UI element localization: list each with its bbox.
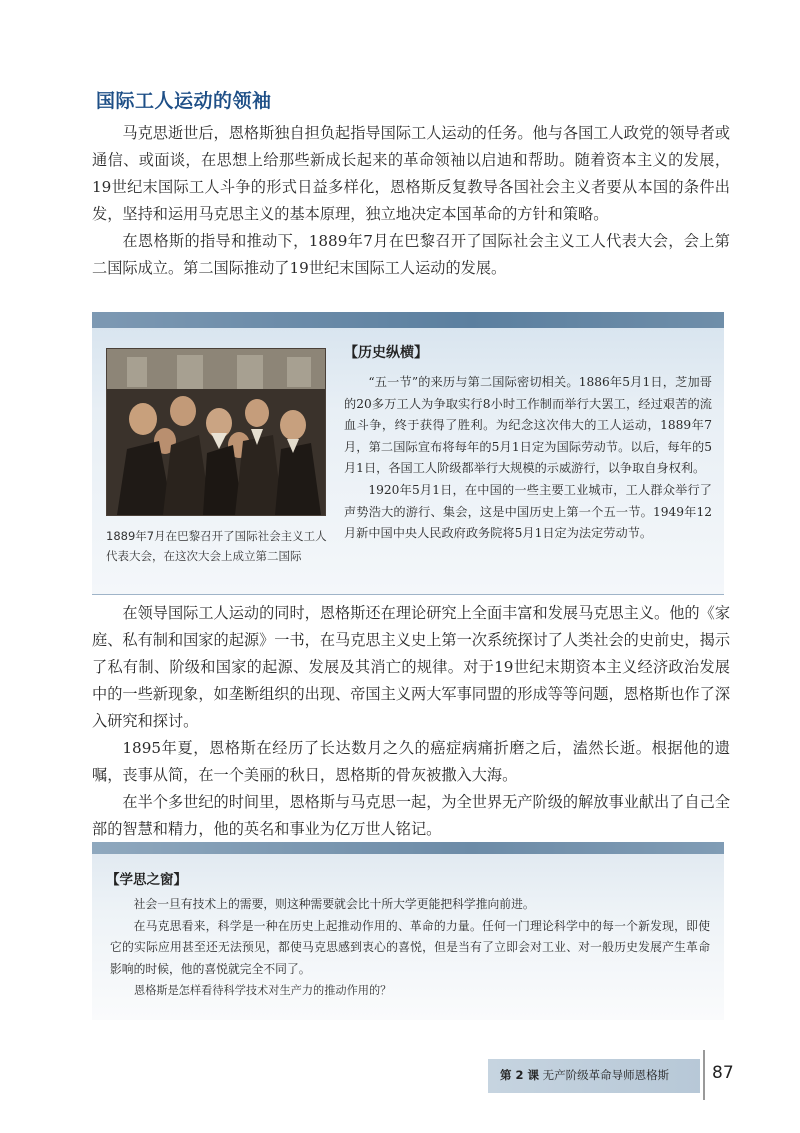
section-title: 国际工人运动的领袖: [96, 90, 272, 112]
paragraph: 在领导国际工人运动的同时，恩格斯还在理论研究上全面丰富和发展马克思主义。他的《家庭、私有制和国家的起源》一书，在马克思主义史上第一次系统探讨了人类社会的史前史，揭示了私有制、阶级和国家的起源、发展及其消亡的规律。对于19世纪末期资本主义经济政治发展中的一些新现象，如垄断组织的出现、帝国主义两大军事同盟的形成等等问题，恩格斯也作了深入研究和探讨。: [92, 604, 730, 730]
study-heading: 【学思之窗】: [106, 872, 187, 888]
photo-caption: 1889年7月在巴黎召开了国际社会主义工人代表大会，在这次大会上成立第二国际: [106, 529, 327, 563]
paragraph: 在半个多世纪的时间里，恩格斯与马克思一起，为全世界无产阶级的解放事业献出了自己全部的智慧和精力，他的英名和事业为亿万世人铭记。: [92, 793, 730, 838]
footer-lesson-number: 第 2 课: [500, 1068, 540, 1082]
study-box: [92, 842, 724, 1020]
history-paragraph: “五一节”的来历与第二国际密切相关。1886年5月1日，芝加哥的20多万工人为争取实行8小时工作制而举行大罢工，经过艰苦的流血斗争，终于获得了胜利。为纪念这次伟大的工人运动，1889年7月，第二国际宣布将每年的5月1日定为国际劳动节。以后，每年的5月1日，各国工人阶级都举行大规模的示威游行，以争取自身权利。: [344, 375, 712, 476]
history-photo: [106, 348, 326, 516]
study-paragraph: 在马克思看来，科学是一种在历史上起推动作用的、革命的力量。任何一门理论科学中的每一个新发现，即使它的实际应用甚至还无法预见，都使马克思感到衷心的喜悦，但是当有了立即会对工业、对一般历史发展产生革命影响的时候，他的喜悦就完全不同了。: [110, 918, 710, 976]
body-text-before: [92, 120, 730, 282]
paragraph: 马克思逝世后，恩格斯独自担负起指导国际工人运动的任务。他与各国工人政党的领导者或通信、或面谈，在思想上给那些新成长起来的革命领袖以启迪和帮助。随着资本主义的发展，19世纪末国际工人斗争的形式日益多样化，恩格斯反复教导各国社会主义者要从本国的条件出发，坚持和运用马克思主义的基本原理，独立地决定本国革命的方针和策略。: [92, 124, 730, 223]
history-heading: 【历史纵横】: [344, 345, 428, 361]
history-box-top-bar: [92, 312, 724, 328]
study-body: [110, 894, 710, 980]
paragraph: 1895年夏，恩格斯在经历了长达数月之久的癌症病痛折磨之后，溘然长逝。根据他的遗嘱，丧事从简，在一个美丽的秋日，恩格斯的骨灰被撒入大海。: [92, 739, 730, 784]
history-paragraph: 1920年5月1日，在中国的一些主要工业城市，工人群众举行了声势浩大的游行、集会，这是中国历史上第一个五一节。1949年12月新中国中央人民政府政务院将5月1日定为法定劳动节。: [344, 482, 712, 541]
history-photo-illustration: [107, 349, 325, 515]
paragraph: 在恩格斯的指导和推动下，1889年7月在巴黎召开了国际社会主义工人代表大会，会上第二国际成立。第二国际推动了19世纪末国际工人运动的发展。: [92, 232, 730, 277]
footer-divider: [703, 1050, 705, 1100]
footer-lesson: [500, 1067, 669, 1083]
study-question: 恩格斯是怎样看待科学技术对生产力的推动作用的？: [134, 984, 392, 997]
footer-lesson-title: 无产阶级革命导师恩格斯: [542, 1068, 670, 1082]
history-body: [344, 372, 712, 545]
page-number: 87: [712, 1063, 734, 1083]
study-box-top-bar: [92, 842, 724, 854]
study-paragraph: 社会一旦有技术上的需要，则这种需要就会比十所大学更能把科学推向前进。: [133, 897, 535, 911]
history-box: [92, 312, 724, 595]
body-text-after: [92, 600, 730, 843]
